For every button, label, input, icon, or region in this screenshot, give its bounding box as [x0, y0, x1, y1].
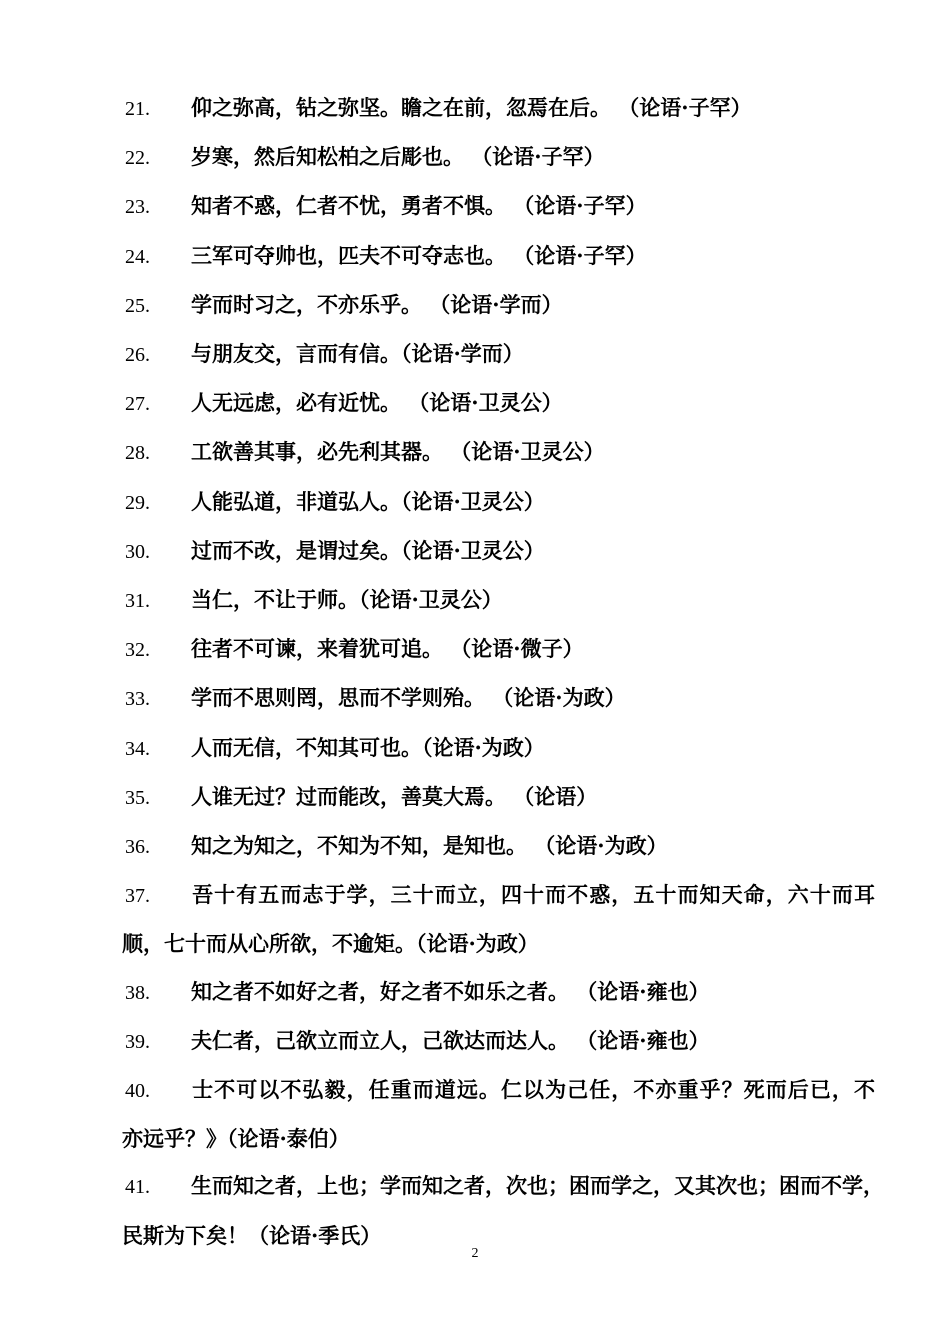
- item-text: 学而时习之，不亦乐乎。 （论语·学而）: [191, 291, 563, 317]
- item-text: 知之为知之，不知为不知，是知也。 （论语·为政）: [191, 833, 668, 859]
- list-item: [125, 133, 875, 182]
- list-item: [125, 576, 875, 625]
- list-item: [125, 625, 875, 674]
- item-number: 22.: [125, 147, 150, 170]
- item-text: 学而不思则罔，思而不学则殆。 （论语·为政）: [191, 685, 626, 711]
- item-text: 当仁，不让于师。（论语·卫灵公）: [191, 587, 503, 613]
- list-item: [125, 674, 875, 723]
- quote-list: [122, 84, 884, 1259]
- page-number: 2: [471, 1246, 479, 1261]
- item-text: 吾十有五而志于学，三十而立，四十而不惑，五十而知天命，六十而耳: [191, 882, 875, 908]
- list-item: [125, 182, 875, 231]
- item-line-1: [125, 1162, 884, 1211]
- item-text: 知之者不如好之者，好之者不如乐之者。 （论语·雍也）: [191, 978, 710, 1004]
- item-text: 人无远虑，必有近忧。 （论语·卫灵公）: [191, 390, 563, 416]
- item-text: 工欲善其事，必先利其器。 （论语·卫灵公）: [191, 439, 605, 465]
- item-number: 24.: [125, 245, 150, 268]
- item-text: 人而无信，不知其可也。（论语·为政）: [191, 734, 545, 760]
- item-text-continued: 亦远乎？》（论语·泰伯）: [122, 1126, 350, 1152]
- item-text: 生而知之者，上也；学而知之者，次也；困而学之，又其次也；困而不学，: [191, 1173, 884, 1199]
- item-line-1: [125, 1066, 875, 1115]
- item-number: 33.: [125, 688, 150, 711]
- item-text: 与朋友交，言而有信。（论语·学而）: [191, 341, 524, 367]
- item-number: 38.: [125, 981, 150, 1004]
- item-text: 往者不可谏，来着犹可追。 （论语·微子）: [191, 636, 584, 662]
- list-item: [125, 1017, 875, 1066]
- item-number: 32.: [125, 639, 150, 662]
- item-text: 人能弘道，非道弘人。（论语·卫灵公）: [191, 488, 545, 514]
- item-number: 21.: [125, 98, 150, 120]
- item-number: 31.: [125, 590, 150, 613]
- list-item: [125, 478, 875, 527]
- list-item: [122, 1162, 884, 1258]
- list-item: [125, 968, 875, 1017]
- item-text: 人谁无过？过而能改，善莫大焉。 （论语）: [191, 783, 598, 809]
- item-number: 26.: [125, 344, 150, 367]
- item-number: 25.: [125, 294, 150, 317]
- item-number: 27.: [125, 393, 150, 416]
- item-text-continued: 顺，七十而从心所欲，不逾矩。（论语·为政）: [122, 931, 539, 957]
- list-item: [125, 330, 875, 379]
- list-item: [122, 1066, 875, 1162]
- item-text: 三军可夺帅也，匹夫不可夺志也。 （论语·子罕）: [191, 242, 647, 268]
- item-text: 士不可以不弘毅，任重而道远。仁以为己任，不亦重乎？死而后已，不: [191, 1077, 875, 1103]
- item-text-continued: 民斯为下矣！（论语·季氏）: [122, 1222, 382, 1248]
- list-item: [125, 724, 875, 773]
- list-item: [125, 379, 875, 428]
- item-number: 36.: [125, 836, 150, 859]
- item-line-1: [125, 871, 875, 920]
- item-text: 知者不惑，仁者不忧，勇者不惧。 （论语·子罕）: [191, 193, 647, 219]
- item-number: 41.: [125, 1176, 150, 1199]
- item-number: 40.: [125, 1080, 150, 1103]
- item-text: 仰之弥高，钻之弥坚。瞻之在前，忽焉在后。 （论语·子罕）: [191, 95, 752, 120]
- list-item: [125, 232, 875, 281]
- list-item: [125, 84, 875, 133]
- item-number: 30.: [125, 540, 150, 563]
- item-text: 岁寒，然后知松柏之后彫也。 （论语·子罕）: [191, 144, 605, 170]
- item-number: 37.: [125, 885, 150, 908]
- item-number: 34.: [125, 737, 150, 760]
- list-item: [125, 428, 875, 477]
- list-item: [125, 281, 875, 330]
- list-item: [125, 822, 875, 871]
- item-number: 29.: [125, 491, 150, 514]
- item-text: 过而不改，是谓过矣。（论语·卫灵公）: [191, 537, 545, 563]
- list-item: [122, 871, 875, 967]
- item-text: 夫仁者，己欲立而立人，己欲达而达人。 （论语·雍也）: [191, 1027, 710, 1053]
- item-number: 35.: [125, 786, 150, 809]
- list-item: [125, 527, 875, 576]
- item-number: 39.: [125, 1030, 150, 1053]
- item-number: 23.: [125, 196, 150, 219]
- item-number: 28.: [125, 442, 150, 465]
- list-item: [125, 773, 875, 822]
